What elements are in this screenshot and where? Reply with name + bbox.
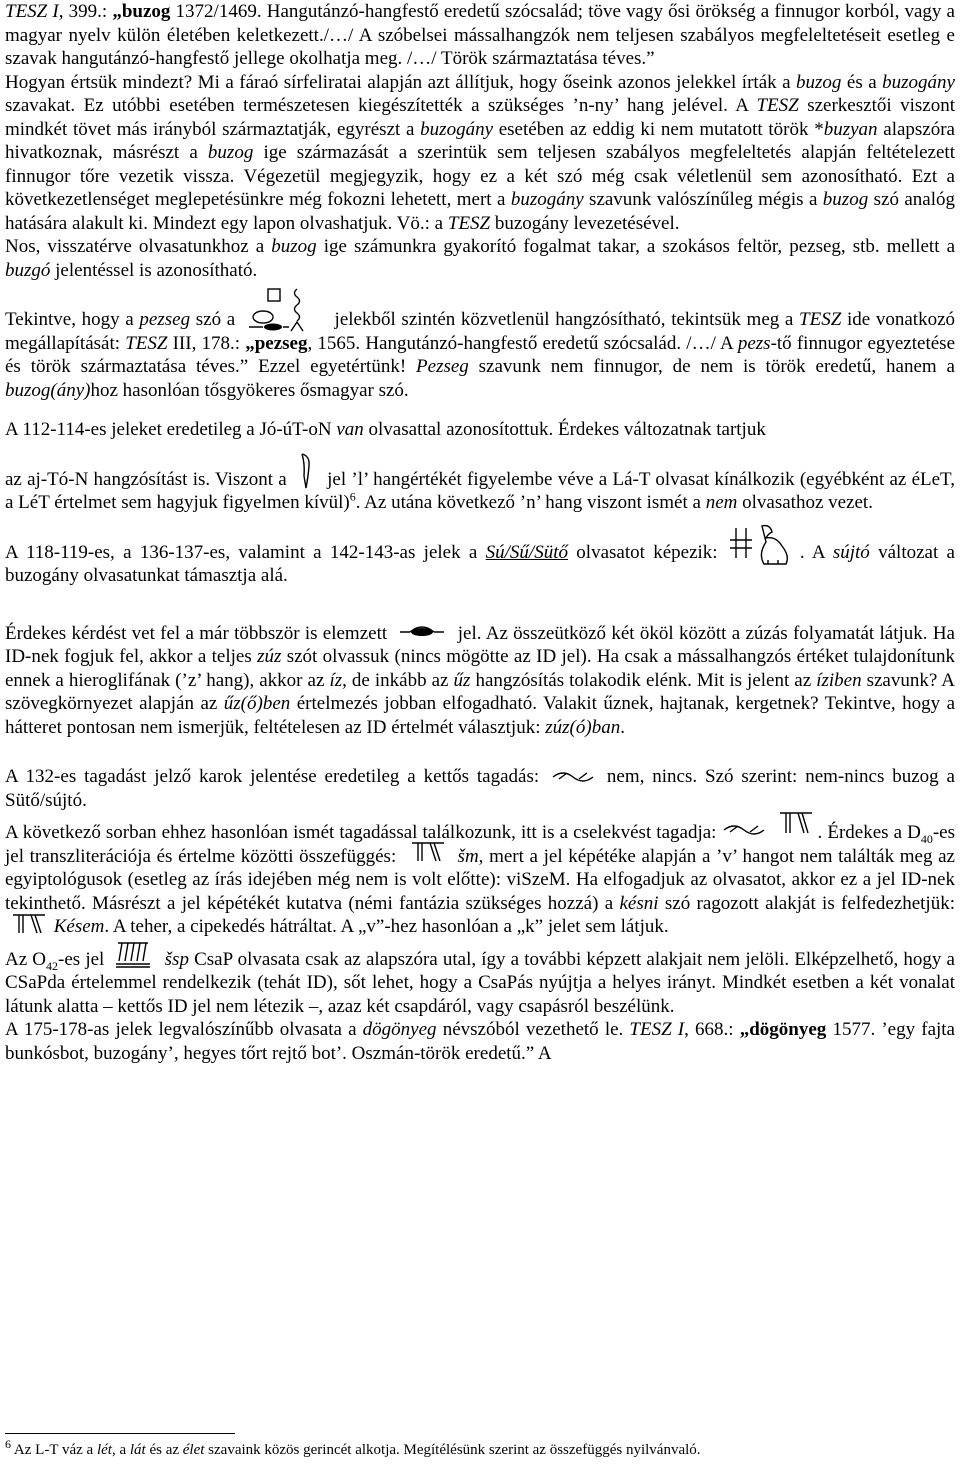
arm-glyph [396,623,448,641]
sm-glyph [408,840,448,864]
paragraph-pezseg: Tekintve, hogy a pezseg szó a jelekből szintén közvetlenül hangzósítható, tekintsük meg a TESZ ide vonatkozó megállapítását: TESZ III, 178.: „pezseg, 1565. Hangutánzó-hangfestő eredetű szócsalád. /…/ A pezs-tő finnugor egyeztetése és török származtatása téves.” Ezzel egyetértünk! Pezseg szavunk nem finnugor, de nem is török eredetű, hanem a buzog(ány)hoz hasonlóan tősgyökeres ősmagyar szó. [5,308,955,402]
paragraph-dogonyeg: A 175-178-as jelek legvalószínűbb olvasata a dögönyeg névszóból vezethető le. TESZ I, 668.: „dögönyeg 1577. ’egy fajta bunkósbot, buzogány’, hegyes tőrt rejtő bot’. Oszmán-török eredetű.” A [5,1019,955,1064]
sm-glyph [9,912,49,936]
paragraph-ajton: az aj-Tó-N hangzósítást is. Viszont a jel ’l’ hangértékét figyelembe véve a Lá-T olvasat kínálkozik (egyébként az éLeT, a LéT értelmet sem hagyjuk figyelmen kívül)$^6$. Az utána következő ’n’ hang viszont ismét a nem olvasathoz vezet. [5,468,955,515]
neg-glyph [551,767,595,783]
paragraph-question: Hogyan értsük mindezt? Mi a fáraó sírfeliratai alapján azt állítjuk, hogy őseink azonos jelekkel írták a buzog és a buzogány szavakat. Ez utóbbi esetében természetesen kiegészítették a szükséges ’n-ny’ hang jelével. A TESZ szerkesztői viszont mindkét tövet más irányból származtatják, egyrészt a buzogány esetében az eddig ki nem mutatott török *buzyan alapszóra hivatkoznak, másrészt a buzog ige származását a szerintük sem teljesen szabályos megfeleltetés alapján feltételezett finnugor tőre vezetik vissza. Végezetül megjegyzik, hogy ez a két szó még csak véletlenül sem azonosítható. Ezt a következetlenséget meglepetésünkre még fokozni lehetett, mert a buzogány szavunk valószínűleg mégis a buzog szó analóg hatására alakult ki. Mindezt egy lapon olvashatjuk. Vö.: a TESZ buzogány levezetésével. [5,71,956,234]
paragraph-buzog-reading: Nos, visszatérve olvasatunkhoz a buzog ige számunkra gyakorító fogalmat takar, a szokásos feltör, pezseg, stb. mellett a buzgó jelentéssel is azonosítható. [5,236,955,281]
paragraph-negation: A 132-es tagadást jelző karok jelentése eredetileg a kettős tagadás: nem, nincs. Szó szerint: nem-nincs buzog a Sütő/sújtó. [5,766,955,811]
paragraph-o42: Az $O_{42}-es$ jel šsp CsaP olvasata csak az alapszóra utal, így a további képzett alakjait nem jelöli. Elképzelhető, hogy a CSaPda értelemmel rendelkezik (tehát ID), sőt lehet, hogy a CsaPás nyújtja a helyes irányt. Mindkét esetben a két vonalat látunk alatta – kettős ID jel nem létezik –, azaz két csapdáról, vagy csapásról beszélünk. [5,948,955,1019]
neg-glyph [722,816,766,836]
paragraph-signs-118: A 118-119-es, a 136-137-es, valamint a 142-143-as jelek a Sú/Sű/Sütő olvasatot képezik: . A sújtó változat a buzogány olvasatunkat támasztja alá. [5,541,955,588]
paragraph-buzog-entry: TESZ I, 399.: „buzog 1372/1469. Hangutánzó-hangfestő eredetű szócsalád; töve vagy ősi örökség a finnugor korból, vagy a magyar nyelv külön életében keletkezett./…/ A szóbelsei mássalhangzók nem teljesen szabályos megfeleltetéseit esetleg e szavak hangutánzó-hangfestő jellege okolhatja meg. /…/ Török származtatása téves.” [5,1,955,69]
sm-glyph [776,810,816,836]
footnote-rule [5,1433,235,1434]
footnote: $^6$ Az L-T váz a lét, a lát és az élet szavaink közös gerincét alkotja. Megítélésünk szerint az összefüggés nyilvánvaló. [5,1437,701,1458]
reed-glyph [296,452,318,492]
paragraph-next-line: A következő sorban ehhez hasonlóan ismét tagadással találkozunk, itt is a cselekvést tagadja: . Érdekes a $D_{40}-es$ jel transzliterációja és értelme közötti összefüggés: šm, mert a jel képétéke alapján a ’v’ hangot nem találták meg az egyiptológusok (esetleg az írás idejében még nem is volt előtte): viSzeM. Ha elfogadjuk az olvasatot, akkor ez a jel ID-nek tekinthető. Másrészt a jel képétékét kutatva (némi fantázia szükséges hozzá) a késni szó ragozott alakját is felfedezhetjük: Késem. A teher, a cipekedés hátráltat. A „v”-hez hasonlóan a „k” jelet sem látjuk. [5,821,955,939]
ssp-glyph [112,939,156,969]
pezseg-glyph [245,287,325,333]
paragraph-signs-112: A 112-114-es jeleket eredetileg a Jó-úT-oN van olvasattal azonosítottuk. Érdekes változatnak tartjuk [5,419,766,440]
paragraph-zuz: Érdekes kérdést vet fel a már többször is elemzett jel. Az összeütköző két ököl között a zúzás folyamatát látjuk. Ha ID-nek fogjuk fel, akkor a teljes zúz szót olvassuk (nincs mögötte az ID jel). Ha csak a mássalhangzós értéket tulajdonítunk ennek a hieroglifának (’z’ hang), akkor az íz, de inkább az űz hangzósítás tolakodik elénk. Mit is jelent az íziben szavunk? A szövegkörnyezet alapján az űz(ő)ben értelmezés jobban elfogadható. Valakit űznek, hajtanak, kergetnek? Tekintve, hogy a hátteret pontosan nem ismerjük, feltételesen az ID értelmét választjuk: zúz(ó)ban. [5,622,956,738]
bird-glyph [728,522,798,566]
document-page [5,0,955,1065]
